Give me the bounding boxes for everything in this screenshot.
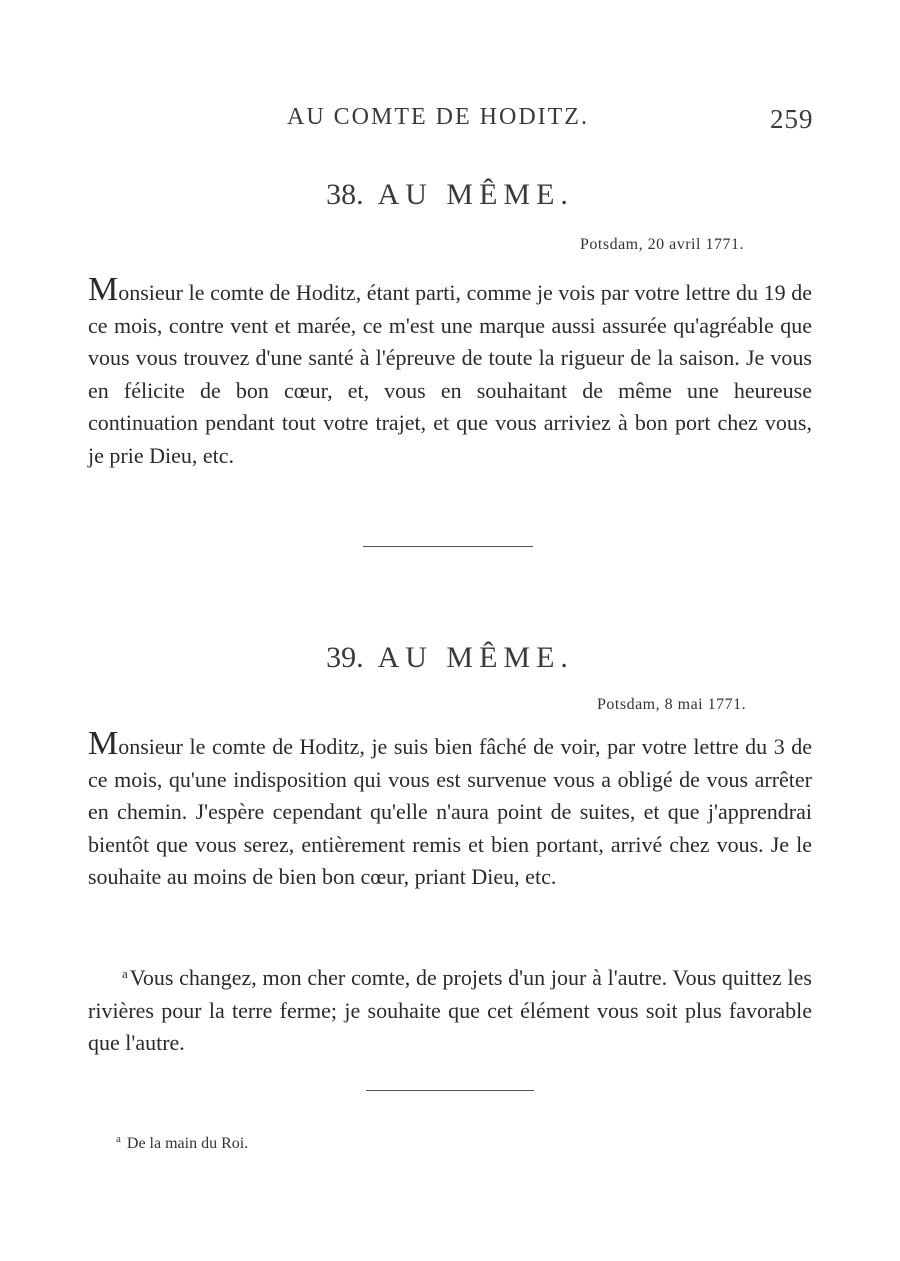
page-number: 259 bbox=[770, 104, 814, 134]
dateline: Potsdam, 8 mai 1771. bbox=[597, 696, 747, 713]
footnote bbox=[116, 1133, 248, 1153]
letter-title: AU MÊME. bbox=[377, 178, 574, 211]
footnote-text: De la main du Roi. bbox=[126, 1135, 249, 1152]
letter-title: AU MÊME. bbox=[377, 641, 574, 674]
letter-number: 39. bbox=[326, 641, 364, 674]
postscript-text: Vous changez, mon cher comte, de projets d'un jour à l'autre. Vous quittez les rivières pour la terre ferme; je souhaite que cet élément vous soit plus favorable que l'autre. bbox=[88, 965, 812, 1055]
section-divider bbox=[366, 1090, 534, 1091]
running-head: AU COMTE DE HODITZ. bbox=[287, 104, 589, 130]
footnote-marker: a bbox=[122, 966, 128, 981]
footnote-marker: a bbox=[116, 1133, 121, 1145]
letter-heading-38 bbox=[0, 178, 900, 212]
dateline: Potsdam, 20 avril 1771. bbox=[580, 236, 744, 253]
letter-text: onsieur le comte de Hoditz, étant parti, comme je vois par votre lettre du 19 de ce mois, contre vent et marée, ce m'est une marque aussi assurée qu'agréable que vous vous trouvez d'une santé à l'épreuve de toute la rigueur de la saison. Je vous en félicite de bon cœur, et, vous en souhaitant de même une heureuse continuation pendant tout votre trajet, et que vous arriviez à bon port chez vous, je prie Dieu, etc. bbox=[88, 280, 812, 468]
letter-body-38 bbox=[88, 271, 812, 472]
letter-text: onsieur le comte de Hoditz, je suis bien fâché de voir, par votre lettre du 3 de ce mois, qu'une indisposition qui vous est survenue vous a obligé de vous arrêter en chemin. J'espère cependant qu'elle n'aura point de suites, et que j'apprendrai bientôt que vous serez, entièrement remis et bien portant, arrivé chez vous. Je le souhaite au moins de bien bon cœur, priant Dieu, etc. bbox=[88, 734, 812, 889]
postscript bbox=[88, 958, 812, 1060]
drop-initial: M bbox=[88, 271, 119, 308]
letter-heading-39 bbox=[0, 641, 900, 675]
letter-body-39 bbox=[88, 725, 812, 894]
section-divider bbox=[363, 546, 533, 547]
letter-number: 38. bbox=[326, 178, 364, 211]
drop-initial: M bbox=[88, 725, 119, 762]
